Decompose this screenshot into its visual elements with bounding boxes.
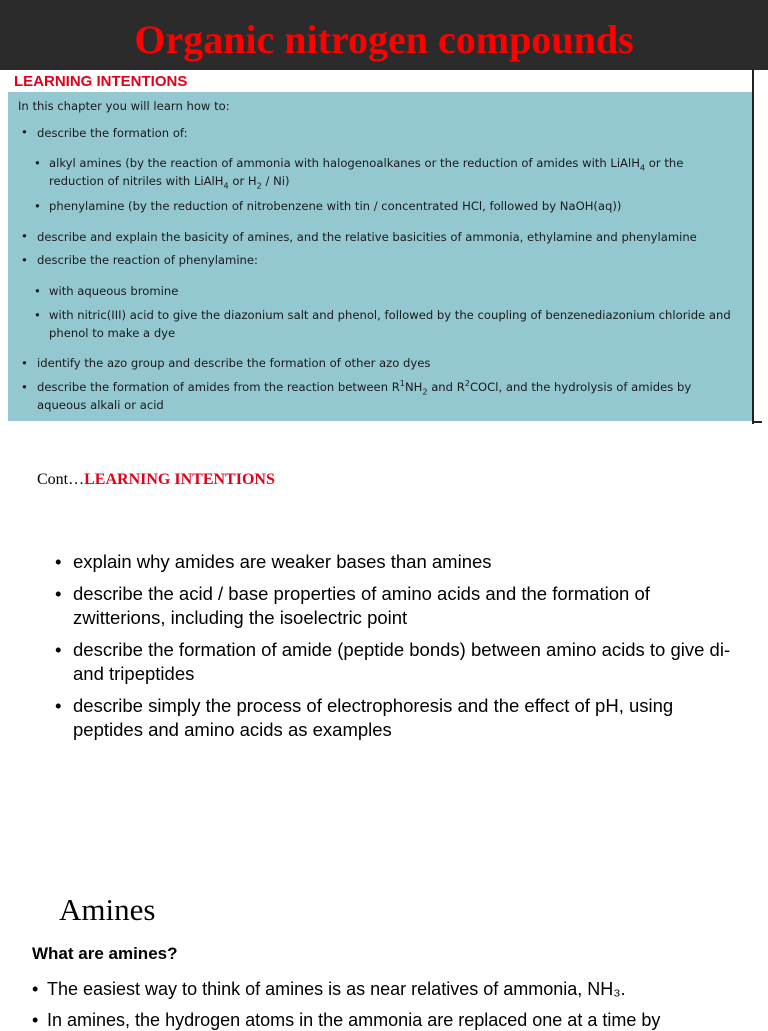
what-are-amines-heading: What are amines? [32,944,178,963]
li-item-alkyl-amines: alkyl amines (by the reaction of ammonia with halogenoalkanes or the reduction of amides with LiAlH$_4$ or the reduction of nitriles with LiAlH$_4$ or $H_2 / Ni$) [49,156,684,191]
title-bar [0,0,768,70]
list-item: • describe the formation of amide (peptide bonds) between amino acids to give di- and tripeptides [55,639,731,684]
cont-prefix: Cont… [37,471,85,488]
intro-text: In this chapter you will learn how to: [18,99,230,113]
slide-learning-intentions [0,0,768,428]
list-item: • describe simply the process of electrophoresis and the effect of pH, using peptides and amino acids as examples [55,695,674,740]
li-item-phenylamine: phenylamine (by the reduction of nitrobenzene with tin / concentrated HCl, followed by NaOH(aq)) [49,199,622,213]
learning-intentions-list [55,550,735,750]
li-item-bromine: with aqueous bromine [49,284,179,298]
bullet: • [55,639,62,660]
bullet: • [34,156,41,170]
list-item: • explain why amides are weaker bases than amines [55,551,492,572]
bullet: • [32,979,39,999]
bullet: • [21,229,28,243]
bullet: • [34,199,41,213]
bullet: • [21,253,28,267]
bullet: • [21,125,28,139]
slide-border [752,421,762,423]
bullet: • [32,1010,39,1030]
bullet: • [55,583,62,604]
li-item-nitric-acid: with nitric(III) acid to give the diazonium salt and phenol, followed by the coupling of benzenediazonium chloride and phenol to make a dye [49,308,731,340]
list-item: • describe the acid / base properties of amino acids and the formation of zwitterions, including the isoelectric point [55,583,650,628]
cont-heading: LEARNING INTENTIONS [84,471,275,488]
slide-border [752,70,754,424]
bullet: • [55,695,62,716]
bullet: • [34,284,41,298]
learning-intentions-box [8,92,753,421]
slide-title: Organic nitrogen compounds [134,17,634,62]
list-item: • In amines, the hydrogen atoms in the ammonia are replaced one at a time by [32,1010,661,1030]
bullet: • [55,551,62,572]
li-item-basicity: describe and explain the basicity of amines, and the relative basicities of ammonia, ethylamine and phenylamine [37,230,697,244]
cont-learning-intentions-title [37,471,275,489]
li-item-azo: identify the azo group and describe the formation of other azo dyes [37,356,431,370]
learning-intentions-heading: LEARNING INTENTIONS [14,73,188,90]
bullet: • [21,356,28,370]
li-item-phenylamine-reaction: describe the reaction of phenylamine: [37,253,258,267]
li-item-formation: describe the formation of: [37,126,188,140]
amines-title: Amines [59,892,156,927]
list-item: • The easiest way to think of amines is as near relatives of ammonia, NH₃. [32,979,626,999]
bullet: • [21,380,28,394]
bullet: • [34,308,41,322]
li-item-amides: describe the formation of amides from the reaction between $R^1NH_2$ and $R^2COCl$, and the hydrolysis of amides by aqueous alkali or acid [37,378,692,412]
